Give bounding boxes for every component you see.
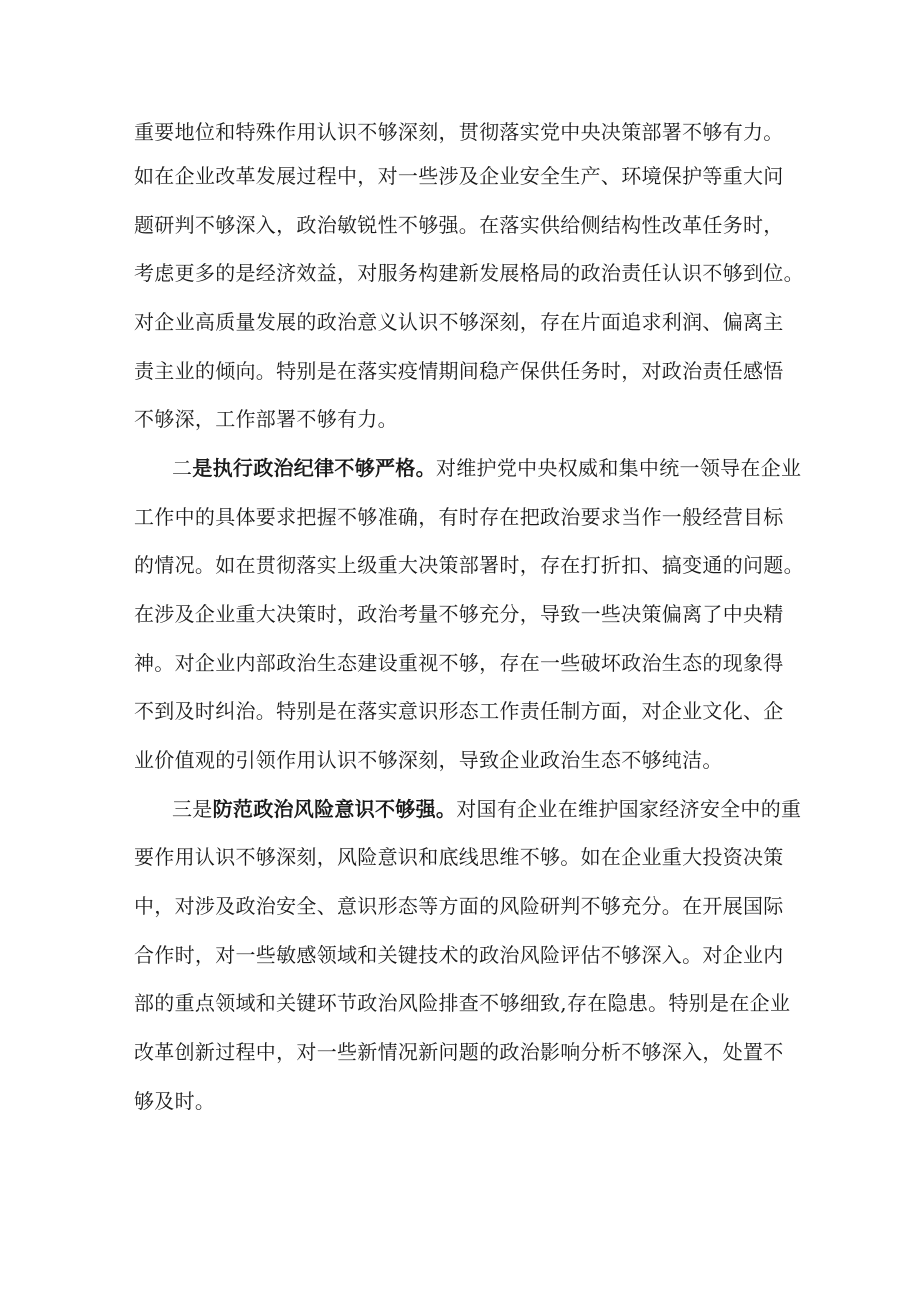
paragraph-3-line-7: 够及时。: [134, 1089, 216, 1113]
paragraph-1-line-7: 不够深，工作部署不够有力。: [134, 407, 398, 431]
paragraph-1-line-2: 如在企业改革发展过程中，对一些涉及企业安全生产、环境保护等重大问: [134, 164, 784, 188]
paragraph-1-line-3: 题研判不够深入，政治敏锐性不够强。在落实供给侧结构性改革任务时，: [134, 213, 784, 237]
paragraph-2-prefix: 二: [172, 456, 193, 480]
paragraph-2-line-3: 的情况。如在贯彻落实上级重大决策部署时，存在打折扣、搞变通的问题。: [134, 553, 804, 577]
paragraph-2-line-5: 神。对企业内部政治生态建设重视不够，存在一些破坏政治生态的现象得: [134, 651, 784, 675]
paragraph-3-first-rest: 对国有企业在维护国家经济安全中的重: [456, 797, 802, 821]
paragraph-2-heading: 是执行政治纪律不够严格。: [192, 456, 436, 480]
paragraph-3-prefix: 三是: [172, 797, 213, 821]
paragraph-1-line-5: 对企业高质量发展的政治意义认识不够深刻，存在片面追求利润、偏离主: [134, 310, 784, 334]
paragraph-3-line-3: 中，对涉及政治安全、意识形态等方面的风险研判不够充分。在开展国际: [134, 894, 784, 918]
paragraph-2-line-7: 业价值观的引领作用认识不够深刻，导致企业政治生态不够纯洁。: [134, 748, 723, 772]
paragraph-1-line-6: 责主业的倾向。特别是在落实疫情期间稳产保供任务时，对政治责任感悟: [134, 359, 784, 383]
paragraph-3-line-2: 要作用认识不够深刻，风险意识和底线思维不够。如在企业重大投资决策: [134, 845, 784, 869]
paragraph-3-line-6: 改革创新过程中，对一些新情况新问题的政治影响分析不够深入，处置不: [134, 1040, 784, 1064]
paragraph-2-line-6: 不到及时纠治。特别是在落实意识形态工作责任制方面，对企业文化、企: [134, 699, 784, 723]
paragraph-2-line-1: [172, 453, 801, 483]
paragraph-1-line-4: 考虑更多的是经济效益，对服务构建新发展格局的政治责任认识不够到位。: [134, 261, 804, 285]
paragraph-2-line-4: 在涉及企业重大决策时，政治考量不够充分，导致一些决策偏离了中央精: [134, 602, 784, 626]
paragraph-3-line-4: 合作时，对一些敏感领域和关键技术的政治风险评估不够深入。对企业内: [134, 943, 784, 967]
paragraph-2-first-rest: 对维护党中央权威和集中统一领导在企业: [435, 456, 802, 480]
paragraph-3-heading: 防范政治风险意识不够强。: [212, 797, 457, 821]
paragraph-3-line-5: 部的重点领域和关键环节政治风险排查不够细致,存在隐患。特别是在企业: [134, 991, 791, 1015]
paragraph-2-line-2: 工作中的具体要求把握不够准确，有时存在把政治要求当作一般经营目标: [134, 505, 784, 529]
paragraph-1-line-1: 重要地位和特殊作用认识不够深刻，贯彻落实党中央决策部署不够有力。: [134, 120, 784, 144]
paragraph-3-line-1: [172, 794, 801, 824]
